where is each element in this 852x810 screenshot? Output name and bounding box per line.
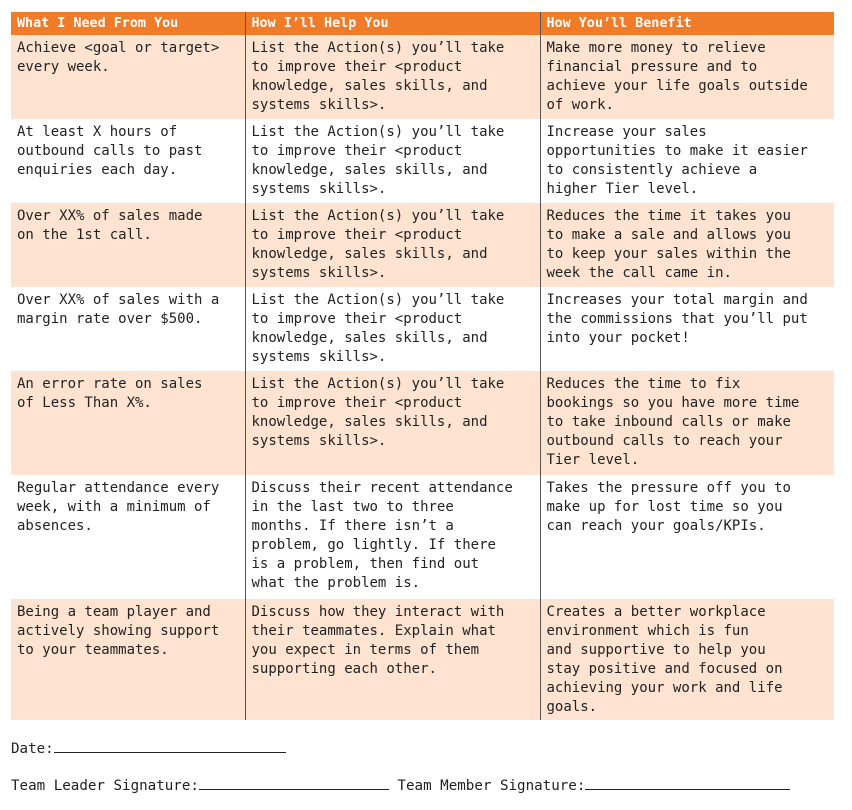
- help-cell: Discuss how they interact with their teammates. Explain what you expect in terms of them supporting each other.: [245, 599, 540, 720]
- need-cell: Over XX% of sales made on the 1st call.: [11, 203, 245, 287]
- benefit-cell: Make more money to relieve financial pressure and to achieve your life goals outside of work.: [540, 35, 834, 119]
- table-row: [11, 119, 834, 203]
- help-cell: List the Action(s) you’ll take to improve their <product knowledge, sales skills, and systems skills>.: [245, 119, 540, 203]
- need-cell: An error rate on sales of Less Than X%.: [11, 371, 245, 475]
- benefit-cell: Reduces the time to fix bookings so you have more time to take inbound calls or make outbound calls to reach your Tier level.: [540, 371, 834, 475]
- team-leader-signature-field[interactable]: [199, 776, 389, 790]
- help-cell: List the Action(s) you’ll take to improve their <product knowledge, sales skills, and systems skills>.: [245, 203, 540, 287]
- need-cell: Regular attendance every week, with a minimum of absences.: [11, 475, 245, 599]
- expectations-table: [11, 12, 834, 720]
- need-cell: Achieve <goal or target> every week.: [11, 35, 245, 119]
- header-how-youll-benefit: How You’ll Benefit: [540, 12, 834, 35]
- table-row: [11, 287, 834, 371]
- benefit-cell: Increases your total margin and the commissions that you’ll put into your pocket!: [540, 287, 834, 371]
- header-what-i-need: What I Need From You: [11, 12, 245, 35]
- table-row: [11, 35, 834, 119]
- date-line: [11, 739, 286, 759]
- team-member-signature-field[interactable]: [585, 776, 790, 790]
- benefit-cell: Reduces the time it takes you to make a sale and allows you to keep your sales within the week the call came in.: [540, 203, 834, 287]
- help-cell: List the Action(s) you’ll take to improve their <product knowledge, sales skills, and systems skills>.: [245, 371, 540, 475]
- need-cell: Being a team player and actively showing support to your teammates.: [11, 599, 245, 720]
- need-cell: Over XX% of sales with a margin rate over $500.: [11, 287, 245, 371]
- help-cell: Discuss their recent attendance in the last two to three months. If there isn’t a problem, go lightly. If there is a problem, then find out what the problem is.: [245, 475, 540, 599]
- benefit-cell: Takes the pressure off you to make up for lost time so you can reach your goals/KPIs.: [540, 475, 834, 599]
- table-header-row: [11, 12, 834, 35]
- table-row: [11, 371, 834, 475]
- date-label: Date:: [11, 741, 54, 757]
- table-row: [11, 599, 834, 720]
- header-how-ill-help: How I’ll Help You: [245, 12, 540, 35]
- team-leader-label: Team Leader Signature:: [11, 778, 199, 794]
- benefit-cell: Increase your sales opportunities to make it easier to consistently achieve a higher Tier level.: [540, 119, 834, 203]
- team-member-label: Team Member Signature:: [397, 778, 586, 794]
- help-cell: List the Action(s) you’ll take to improve their <product knowledge, sales skills, and systems skills>.: [245, 287, 540, 371]
- agreement-table-container: [11, 12, 834, 720]
- need-cell: At least X hours of outbound calls to past enquiries each day.: [11, 119, 245, 203]
- help-cell: List the Action(s) you’ll take to improve their <product knowledge, sales skills, and systems skills>.: [245, 35, 540, 119]
- date-field[interactable]: [54, 739, 286, 753]
- table-row: [11, 475, 834, 599]
- signature-line: [11, 776, 790, 796]
- benefit-cell: Creates a better workplace environment which is fun and supportive to help you stay positive and focused on achieving your work and life goals.: [540, 599, 834, 720]
- table-row: [11, 203, 834, 287]
